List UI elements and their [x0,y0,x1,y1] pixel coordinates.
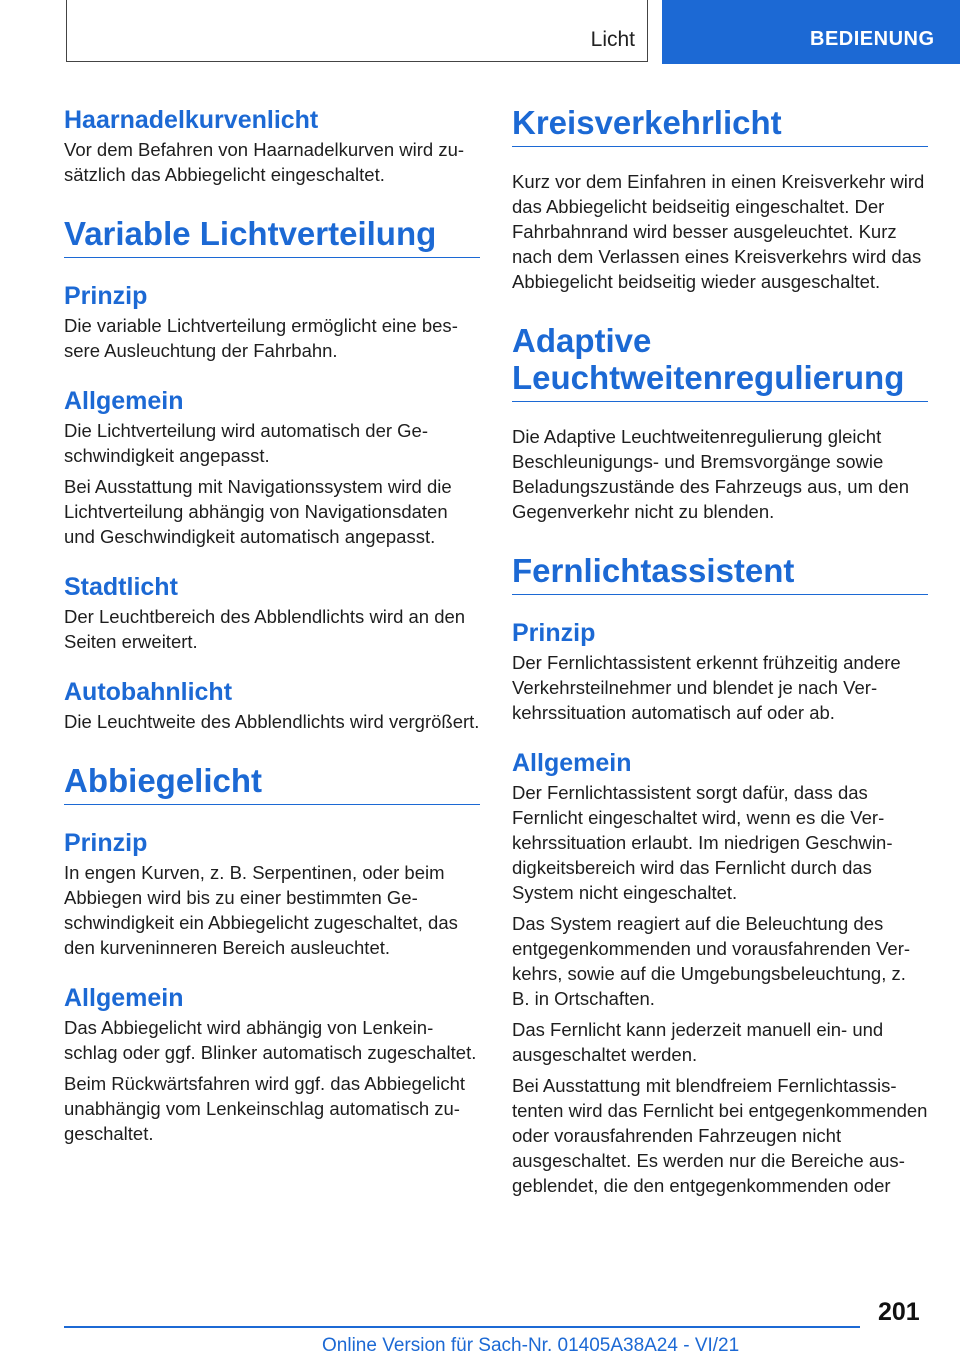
paragraph-allgemein-2: Bei Ausstattung mit Navigationssystem wird die Lichtverteilung abhängig von Navigationsdaten und Geschwindigkeit automatisch angepasst. [64,476,452,547]
paragraph-autobahnlicht: Die Leuchtweite des Abblendlichts wird vergrößert. [64,711,480,732]
paragraph-fernlicht-allgemein-1: Der Fernlichtassistent sorgt dafür, dass das Fernlicht eingeschaltet wird, wenn es die Verkehrssituation erlaubt. Im niedrigen Geschwindigkeitsbereich wird das Fernlicht durch das System nicht eingeschaltet. [512,782,893,903]
paragraph-fernlicht-allgemein-2: Das System reagiert auf die Beleuchtung des entgegenkommenden und vorausfahrenden Verkehrs, sowie auf die Umgebungsbeleuchtung, z. B. in Ortschaften. [512,913,911,1009]
paragraph-abbiegelicht-allgemein-2: Beim Rückwärtsfahren wird ggf. das Abbiegelicht unabhängig vom Lenkeinschlag automatisch zugeschaltet. [64,1073,466,1144]
heading-adaptive-leuchtweitenregulierung: Adaptive Leuchtweitenregulierung [512,322,928,402]
paragraph-haarnadelkurvenlicht: Vor dem Befahren von Haarnadelkurven wird zusätzlich das Abbiegelicht eingeschaltet. [64,139,465,185]
paragraph-prinzip: Die variable Lichtverteilung ermöglicht eine bessere Ausleuchtung der Fahrbahn. [64,315,458,361]
header-section-box [66,0,648,62]
heading-fernlicht-prinzip: Prinzip [512,619,596,647]
heading-haarnadelkurvenlicht: Haarnadelkurvenlicht [64,106,319,134]
heading-abbiegelicht: Abbiegelicht [64,762,480,805]
paragraph-fernlicht-prinzip: Der Fernlichtassistent erkennt frühzeitig andere Verkehrsteilnehmer und blendet je nach Verkehrssituation automatisch auf oder ab. [512,652,901,723]
footer-online-version: Online Version für Sach-Nr. 01405A38A24 - VI/21 [322,1335,740,1356]
heading-autobahnlicht: Autobahnlicht [64,678,233,706]
paragraph-stadtlicht: Der Leuchtbereich des Abblendlichts wird an den Seiten erweitert. [64,606,466,652]
page-number: 201 [878,1298,920,1326]
heading-allgemein: Allgemein [64,387,184,415]
heading-abbiegelicht-allgemein: Allgemein [64,984,184,1012]
header-chapter-label: BEDIENUNG [810,28,935,50]
paragraph-fernlicht-allgemein-4: Bei Ausstattung mit blendfreiem Fernlichtassistenten wird das Fernlicht bei entgegenkommenden oder vorausfahrenden Fahrzeugen nicht ausgeschaltet. Es werden nur die Bereiche ausgeblendet, die den entgegenkommenden oder [512,1075,928,1196]
paragraph-abbiegelicht-allgemein-1: Das Abbiegelicht wird abhängig von Lenkeinschlag oder ggf. Blinker automatisch zugeschaltet. [64,1017,477,1063]
heading-kreisverkehrlicht: Kreisverkehrlicht [512,104,928,147]
left-column [64,104,480,1152]
paragraph-fernlicht-allgemein-3: Das Fernlicht kann jederzeit manuell ein- und ausgeschaltet werden. [512,1019,884,1065]
heading-prinzip: Prinzip [64,282,148,310]
header-chapter-tab [662,0,960,64]
heading-variable-lichtverteilung: Variable Lichtverteilung [64,215,480,258]
heading-stadtlicht: Stadtlicht [64,573,178,601]
heading-abbiegelicht-prinzip: Prinzip [64,829,148,857]
right-column [512,104,928,1204]
paragraph-allgemein-1: Die Lichtverteilung wird automatisch der Geschwindigkeit angepasst. [64,420,429,466]
heading-fernlichtassistent: Fernlichtassistent [512,552,928,595]
paragraph-adaptive-leuchtweitenregulierung: Die Adaptive Leuchtweitenregulierung gleicht Beschleunigungs- und Bremsvorgänge sowie Beladungszustände des Fahrzeugs aus, um den Gegenverkehr nicht zu blenden. [512,426,909,522]
paragraph-abbiegelicht-prinzip: In engen Kurven, z. B. Serpentinen, oder beim Abbiegen wird bis zu einer bestimmten Geschwindigkeit ein Abbiegelicht zugeschaltet, das den kurveninneren Bereich ausleuchtet. [64,862,458,958]
header-section-label: Licht [590,28,635,51]
footer-divider [64,1326,860,1328]
paragraph-kreisverkehrlicht: Kurz vor dem Einfahren in einen Kreisverkehr wird das Abbiegelicht beidseitig eingeschaltet. Der Fahrbahnrand wird besser ausgeleuchtet. Kurz nach dem Verlassen eines Kreisverkehrs wird das Abbiegelicht beidseitig wieder ausgeschaltet. [512,171,925,292]
heading-fernlicht-allgemein: Allgemein [512,749,632,777]
